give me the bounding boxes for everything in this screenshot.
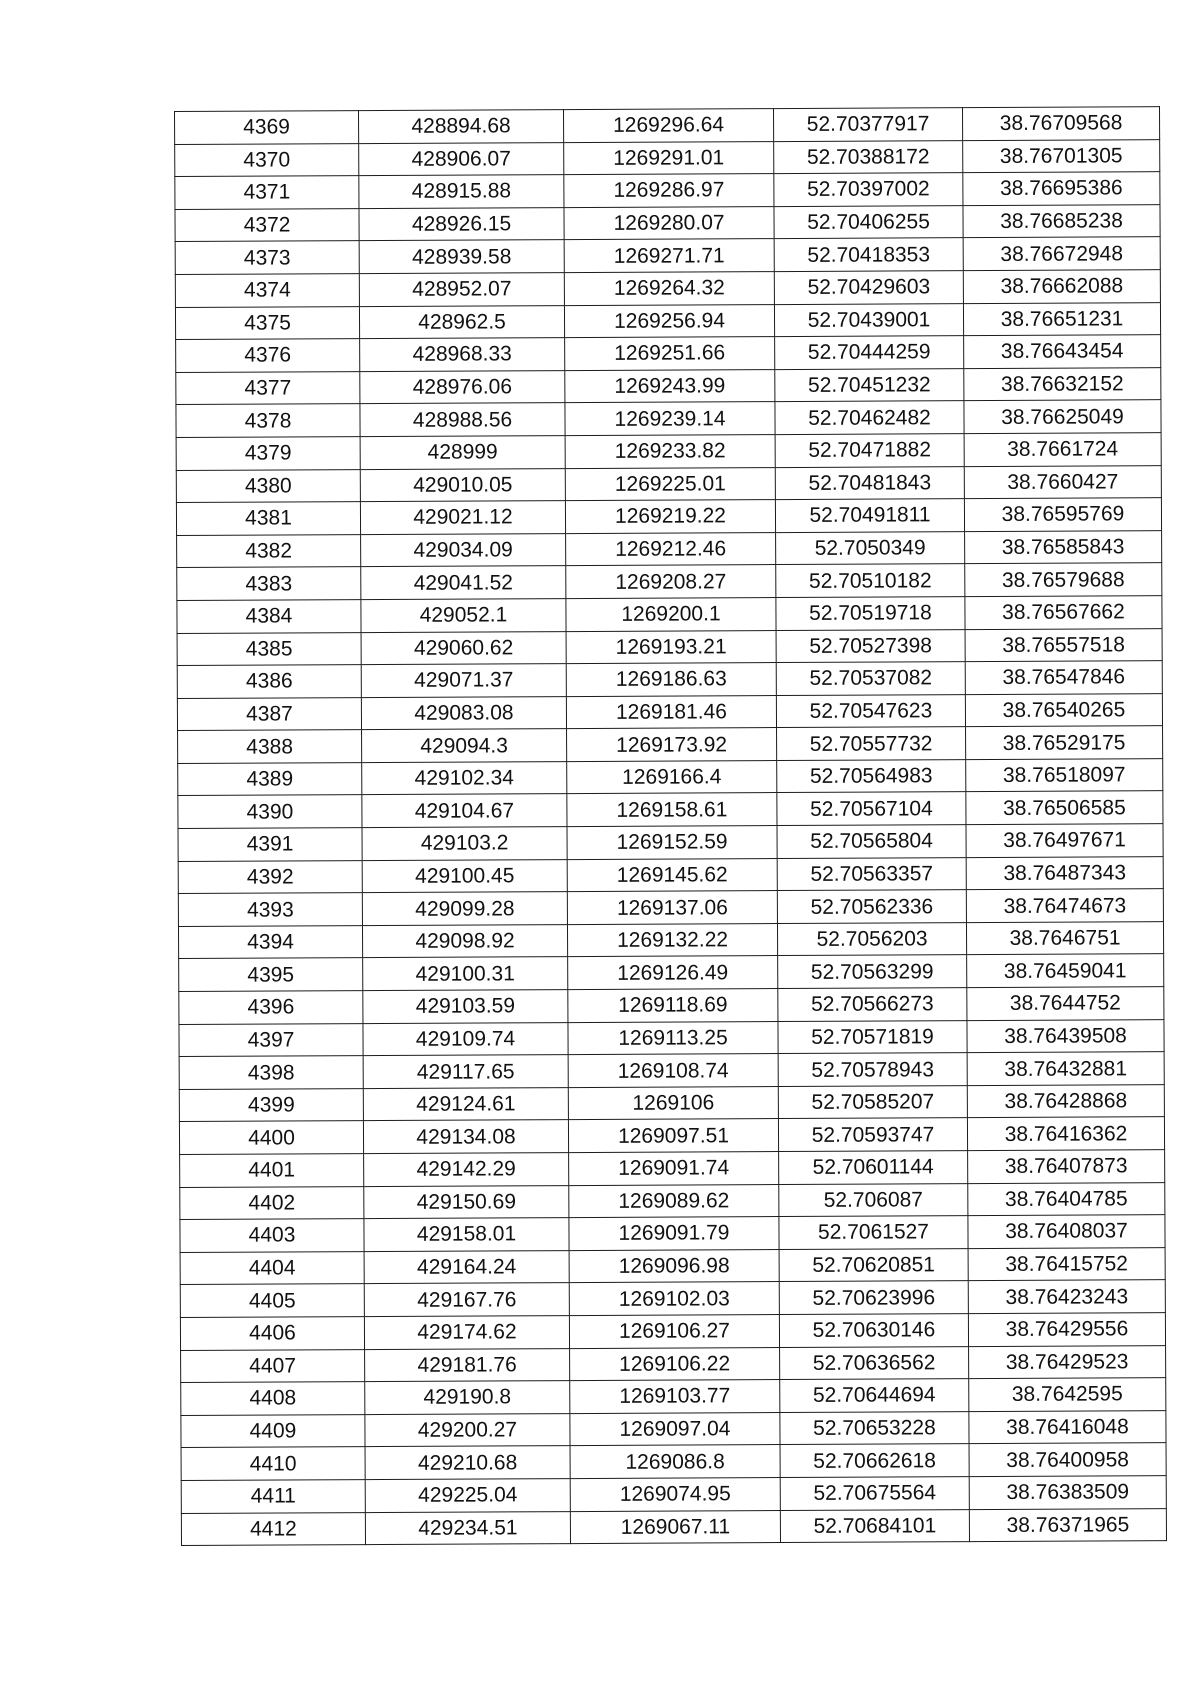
latitude-cell: 52.70519718	[776, 597, 965, 631]
table-row	[178, 922, 1163, 959]
latitude-cell: 52.70439001	[774, 303, 963, 337]
latitude-cell: 52.70388172	[774, 140, 963, 174]
table-row	[180, 1247, 1165, 1284]
easting-cell: 429103.2	[362, 827, 567, 861]
table-row	[176, 400, 1161, 437]
table-row	[177, 563, 1162, 600]
point-number-cell: 4383	[177, 567, 361, 600]
longitude-cell: 38.7660427	[964, 465, 1161, 499]
point-number-cell: 4398	[179, 1056, 363, 1089]
point-number-cell: 4373	[175, 241, 359, 274]
longitude-cell: 38.76695386	[963, 172, 1160, 206]
point-number-cell: 4404	[180, 1251, 364, 1284]
northing-cell: 1269286.97	[564, 174, 774, 208]
table-row	[178, 856, 1163, 893]
table-row	[177, 628, 1162, 665]
easting-cell: 429102.34	[362, 761, 567, 795]
easting-cell: 428939.58	[359, 240, 564, 274]
point-number-cell: 4402	[180, 1186, 364, 1219]
northing-cell: 1269193.21	[566, 630, 776, 664]
longitude-cell: 38.76407873	[968, 1150, 1165, 1184]
northing-cell: 1269108.74	[568, 1054, 778, 1088]
table-row	[180, 1215, 1165, 1252]
latitude-cell: 52.70562336	[777, 890, 966, 924]
easting-cell: 429190.8	[365, 1381, 570, 1415]
longitude-cell: 38.76408037	[968, 1215, 1165, 1249]
table-row	[179, 954, 1164, 991]
easting-cell: 429034.09	[361, 533, 566, 567]
easting-cell: 429225.04	[365, 1479, 570, 1513]
table-row	[178, 726, 1163, 763]
northing-cell: 1269097.04	[570, 1412, 780, 1446]
northing-cell: 1269271.71	[564, 239, 774, 273]
latitude-cell: 52.70636562	[780, 1346, 969, 1380]
point-number-cell: 4410	[181, 1447, 365, 1480]
table-row	[178, 759, 1163, 796]
northing-cell: 1269219.22	[565, 500, 775, 534]
latitude-cell: 52.7056203	[777, 922, 966, 956]
longitude-cell: 38.76625049	[964, 400, 1161, 434]
northing-cell: 1269126.49	[568, 956, 778, 990]
latitude-cell: 52.70377917	[773, 108, 962, 142]
point-number-cell: 4390	[178, 795, 362, 828]
table-row	[175, 107, 1160, 144]
easting-cell: 429100.31	[363, 957, 568, 991]
northing-cell: 1269243.99	[565, 369, 775, 403]
latitude-cell: 52.70491811	[775, 499, 964, 533]
table-row	[181, 1476, 1166, 1513]
latitude-cell: 52.70653228	[780, 1411, 969, 1445]
table-row	[178, 824, 1163, 861]
point-number-cell: 4376	[176, 339, 360, 372]
coordinate-table	[174, 106, 1167, 1546]
longitude-cell: 38.76567662	[965, 596, 1162, 630]
longitude-cell: 38.76540265	[965, 693, 1162, 727]
latitude-cell: 52.70444259	[775, 336, 964, 370]
easting-cell: 429041.52	[361, 566, 566, 600]
longitude-cell: 38.76439508	[967, 1019, 1164, 1053]
table-row	[177, 661, 1162, 698]
latitude-cell: 52.70585207	[778, 1085, 967, 1119]
northing-cell: 1269113.25	[568, 1021, 778, 1055]
longitude-cell: 38.76701305	[963, 139, 1160, 173]
easting-cell: 428926.15	[359, 207, 564, 241]
northing-cell: 1269086.8	[570, 1445, 780, 1479]
latitude-cell: 52.70565804	[777, 825, 966, 859]
table-row	[181, 1443, 1166, 1480]
northing-cell: 1269145.62	[567, 858, 777, 892]
table-row	[180, 1280, 1165, 1317]
easting-cell: 428894.68	[359, 110, 564, 144]
latitude-cell: 52.70481843	[775, 466, 964, 500]
longitude-cell: 38.76518097	[966, 759, 1163, 793]
latitude-cell: 52.70563299	[778, 955, 967, 989]
latitude-cell: 52.70547623	[776, 694, 965, 728]
latitude-cell: 52.70630146	[779, 1314, 968, 1348]
northing-cell: 1269200.1	[566, 597, 776, 631]
table-row	[177, 530, 1162, 567]
easting-cell: 429142.29	[364, 1153, 569, 1187]
table-row	[178, 889, 1163, 926]
longitude-cell: 38.76423243	[968, 1280, 1165, 1314]
northing-cell: 1269091.74	[569, 1152, 779, 1186]
longitude-cell: 38.76557518	[965, 628, 1162, 662]
table-row	[181, 1508, 1166, 1545]
point-number-cell: 4395	[179, 958, 363, 991]
latitude-cell: 52.70564983	[777, 760, 966, 794]
northing-cell: 1269181.46	[566, 695, 776, 729]
longitude-cell: 38.7661724	[964, 433, 1161, 467]
longitude-cell: 38.76429556	[968, 1313, 1165, 1347]
easting-cell: 429099.28	[362, 892, 567, 926]
table-row	[179, 1084, 1164, 1121]
point-number-cell: 4377	[176, 371, 360, 404]
table-row	[181, 1345, 1166, 1382]
latitude-cell: 52.70537082	[776, 662, 965, 696]
latitude-cell: 52.70566273	[778, 988, 967, 1022]
latitude-cell: 52.70662618	[780, 1444, 969, 1478]
easting-cell: 429094.3	[362, 729, 567, 763]
easting-cell: 428976.06	[360, 370, 565, 404]
latitude-cell: 52.70527398	[776, 629, 965, 663]
table-row	[176, 367, 1161, 404]
latitude-cell: 52.70684101	[780, 1509, 969, 1543]
latitude-cell: 52.7061527	[779, 1216, 968, 1250]
longitude-cell: 38.76429523	[969, 1345, 1166, 1379]
longitude-cell: 38.76632152	[964, 367, 1161, 401]
table-row	[175, 139, 1160, 176]
point-number-cell: 4374	[175, 274, 359, 307]
easting-cell: 429150.69	[364, 1185, 569, 1219]
longitude-cell: 38.76595769	[964, 498, 1161, 532]
northing-cell: 1269096.98	[569, 1249, 779, 1283]
table-row	[180, 1150, 1165, 1187]
longitude-cell: 38.76416048	[969, 1410, 1166, 1444]
table-row	[180, 1182, 1165, 1219]
northing-cell: 1269239.14	[565, 402, 775, 436]
easting-cell: 429181.76	[365, 1348, 570, 1382]
table-row	[181, 1410, 1166, 1447]
northing-cell: 1269106.27	[569, 1315, 779, 1349]
longitude-cell: 38.76672948	[963, 237, 1160, 271]
latitude-cell: 52.70406255	[774, 205, 963, 239]
latitude-cell: 52.70601144	[779, 1151, 968, 1185]
latitude-cell: 52.70397002	[774, 173, 963, 207]
easting-cell: 429109.74	[363, 1022, 568, 1056]
northing-cell: 1269225.01	[565, 467, 775, 501]
table-row	[175, 204, 1160, 241]
easting-cell: 429174.62	[364, 1316, 569, 1350]
table-row	[179, 1052, 1164, 1089]
latitude-cell: 52.70620851	[779, 1248, 968, 1282]
latitude-cell: 52.70510182	[776, 564, 965, 598]
table-row	[177, 693, 1162, 730]
point-number-cell: 4407	[181, 1349, 365, 1382]
northing-cell: 1269186.63	[566, 663, 776, 697]
latitude-cell: 52.70418353	[774, 238, 963, 272]
point-number-cell: 4388	[178, 730, 362, 763]
latitude-cell: 52.70578943	[778, 1053, 967, 1087]
point-number-cell: 4381	[176, 502, 360, 535]
northing-cell: 1269132.22	[567, 923, 777, 957]
easting-cell: 429010.05	[360, 468, 565, 502]
easting-cell: 428962.5	[359, 305, 564, 339]
easting-cell: 429158.01	[364, 1218, 569, 1252]
point-number-cell: 4379	[176, 437, 360, 470]
easting-cell: 428906.07	[359, 142, 564, 176]
easting-cell: 429021.12	[360, 501, 565, 535]
northing-cell: 1269158.61	[567, 793, 777, 827]
table-row	[176, 465, 1161, 502]
latitude-cell: 52.70623996	[779, 1281, 968, 1315]
latitude-cell: 52.70571819	[778, 1020, 967, 1054]
latitude-cell: 52.70557732	[777, 727, 966, 761]
point-number-cell: 4389	[178, 762, 362, 795]
table-row	[176, 335, 1161, 372]
longitude-cell: 38.76415752	[968, 1247, 1165, 1281]
northing-cell: 1269212.46	[566, 532, 776, 566]
point-number-cell: 4386	[177, 665, 361, 698]
easting-cell: 429234.51	[365, 1511, 570, 1545]
easting-cell: 428968.33	[360, 338, 565, 372]
point-number-cell: 4397	[179, 1023, 363, 1056]
northing-cell: 1269166.4	[567, 760, 777, 794]
easting-cell: 428915.88	[359, 175, 564, 209]
latitude-cell: 52.70563357	[777, 857, 966, 891]
point-number-cell: 4384	[177, 599, 361, 632]
table-row	[178, 791, 1163, 828]
longitude-cell: 38.7642595	[969, 1378, 1166, 1412]
northing-cell: 1269280.07	[564, 206, 774, 240]
northing-cell: 1269118.69	[568, 989, 778, 1023]
easting-cell: 429104.67	[362, 794, 567, 828]
longitude-cell: 38.76662088	[963, 270, 1160, 304]
longitude-cell: 38.76497671	[966, 824, 1163, 858]
point-number-cell: 4385	[177, 632, 361, 665]
point-number-cell: 4372	[175, 208, 359, 241]
point-number-cell: 4375	[175, 306, 359, 339]
table-row	[179, 987, 1164, 1024]
northing-cell: 1269097.51	[568, 1119, 778, 1153]
easting-cell: 429117.65	[363, 1055, 568, 1089]
northing-cell: 1269251.66	[565, 337, 775, 371]
point-number-cell: 4393	[178, 893, 362, 926]
northing-cell: 1269067.11	[570, 1510, 780, 1544]
point-number-cell: 4391	[178, 828, 362, 861]
northing-cell: 1269173.92	[567, 728, 777, 762]
northing-cell: 1269256.94	[564, 304, 774, 338]
latitude-cell: 52.706087	[779, 1183, 968, 1217]
latitude-cell: 52.70567104	[777, 792, 966, 826]
northing-cell: 1269091.79	[569, 1217, 779, 1251]
point-number-cell: 4399	[179, 1088, 363, 1121]
longitude-cell: 38.76371965	[969, 1508, 1166, 1542]
easting-cell: 429167.76	[364, 1283, 569, 1317]
table-row	[175, 237, 1160, 274]
latitude-cell: 52.70593747	[778, 1118, 967, 1152]
latitude-cell: 52.70429603	[774, 271, 963, 305]
longitude-cell: 38.76428868	[967, 1084, 1164, 1118]
northing-cell: 1269106.22	[570, 1347, 780, 1381]
easting-cell: 429200.27	[365, 1413, 570, 1447]
northing-cell: 1269137.06	[567, 891, 777, 925]
table-row	[175, 172, 1160, 209]
point-number-cell: 4409	[181, 1414, 365, 1447]
longitude-cell: 38.76547846	[965, 661, 1162, 695]
northing-cell: 1269103.77	[570, 1380, 780, 1414]
latitude-cell: 52.70471882	[775, 434, 964, 468]
easting-cell: 429083.08	[361, 696, 566, 730]
easting-cell: 429100.45	[362, 859, 567, 893]
point-number-cell: 4400	[179, 1121, 363, 1154]
northing-cell: 1269208.27	[566, 565, 776, 599]
easting-cell: 429060.62	[361, 631, 566, 665]
table-row	[175, 302, 1160, 339]
point-number-cell: 4382	[177, 534, 361, 567]
table-row	[176, 433, 1161, 470]
northing-cell: 1269152.59	[567, 826, 777, 860]
table-row	[179, 1117, 1164, 1154]
point-number-cell: 4405	[180, 1284, 364, 1317]
longitude-cell: 38.76585843	[965, 530, 1162, 564]
longitude-cell: 38.76459041	[967, 954, 1164, 988]
longitude-cell: 38.76506585	[966, 791, 1163, 825]
point-number-cell: 4396	[179, 991, 363, 1024]
easting-cell: 429103.59	[363, 990, 568, 1024]
point-number-cell: 4378	[176, 404, 360, 437]
longitude-cell: 38.76432881	[967, 1052, 1164, 1086]
point-number-cell: 4371	[175, 176, 359, 209]
easting-cell: 429164.24	[364, 1250, 569, 1284]
longitude-cell: 38.7644752	[967, 987, 1164, 1021]
point-number-cell: 4394	[178, 925, 362, 958]
easting-cell: 429098.92	[362, 924, 567, 958]
point-number-cell: 4408	[181, 1382, 365, 1415]
point-number-cell: 4411	[181, 1480, 365, 1513]
table-row	[180, 1313, 1165, 1350]
point-number-cell: 4387	[177, 697, 361, 730]
northing-cell: 1269264.32	[564, 272, 774, 306]
latitude-cell: 52.70644694	[780, 1379, 969, 1413]
table-row	[177, 596, 1162, 633]
point-number-cell: 4403	[180, 1219, 364, 1252]
easting-cell: 428952.07	[359, 273, 564, 307]
point-number-cell: 4380	[176, 469, 360, 502]
point-number-cell: 4412	[181, 1512, 365, 1545]
easting-cell: 428999	[360, 436, 565, 470]
northing-cell: 1269106	[568, 1086, 778, 1120]
latitude-cell: 52.7050349	[776, 531, 965, 565]
longitude-cell: 38.76383509	[969, 1476, 1166, 1510]
table-row	[179, 1019, 1164, 1056]
latitude-cell: 52.70451232	[775, 368, 964, 402]
longitude-cell: 38.76487343	[966, 856, 1163, 890]
table-row	[181, 1378, 1166, 1415]
point-number-cell: 4369	[175, 111, 359, 144]
longitude-cell: 38.76474673	[966, 889, 1163, 923]
table-row	[175, 270, 1160, 307]
latitude-cell: 52.70675564	[780, 1477, 969, 1511]
table-row	[176, 498, 1161, 535]
northing-cell: 1269296.64	[563, 109, 773, 143]
easting-cell: 429134.08	[363, 1120, 568, 1154]
longitude-cell: 38.76404785	[968, 1182, 1165, 1216]
latitude-cell: 52.70462482	[775, 401, 964, 435]
longitude-cell: 38.76416362	[967, 1117, 1164, 1151]
point-number-cell: 4406	[180, 1317, 364, 1350]
easting-cell: 428988.56	[360, 403, 565, 437]
longitude-cell: 38.76709568	[962, 107, 1159, 141]
longitude-cell: 38.76400958	[969, 1443, 1166, 1477]
point-number-cell: 4392	[178, 860, 362, 893]
easting-cell: 429052.1	[361, 598, 566, 632]
longitude-cell: 38.76643454	[964, 335, 1161, 369]
easting-cell: 429210.68	[365, 1446, 570, 1480]
longitude-cell: 38.76685238	[963, 204, 1160, 238]
northing-cell: 1269074.95	[570, 1477, 780, 1511]
coordinate-table-body	[175, 107, 1167, 1546]
northing-cell: 1269102.03	[569, 1282, 779, 1316]
easting-cell: 429124.61	[363, 1087, 568, 1121]
longitude-cell: 38.76651231	[963, 302, 1160, 336]
northing-cell: 1269291.01	[564, 141, 774, 175]
longitude-cell: 38.7646751	[966, 922, 1163, 956]
point-number-cell: 4370	[175, 143, 359, 176]
point-number-cell: 4401	[180, 1154, 364, 1187]
easting-cell: 429071.37	[361, 664, 566, 698]
longitude-cell: 38.76579688	[965, 563, 1162, 597]
northing-cell: 1269089.62	[569, 1184, 779, 1218]
longitude-cell: 38.76529175	[966, 726, 1163, 760]
northing-cell: 1269233.82	[565, 435, 775, 469]
